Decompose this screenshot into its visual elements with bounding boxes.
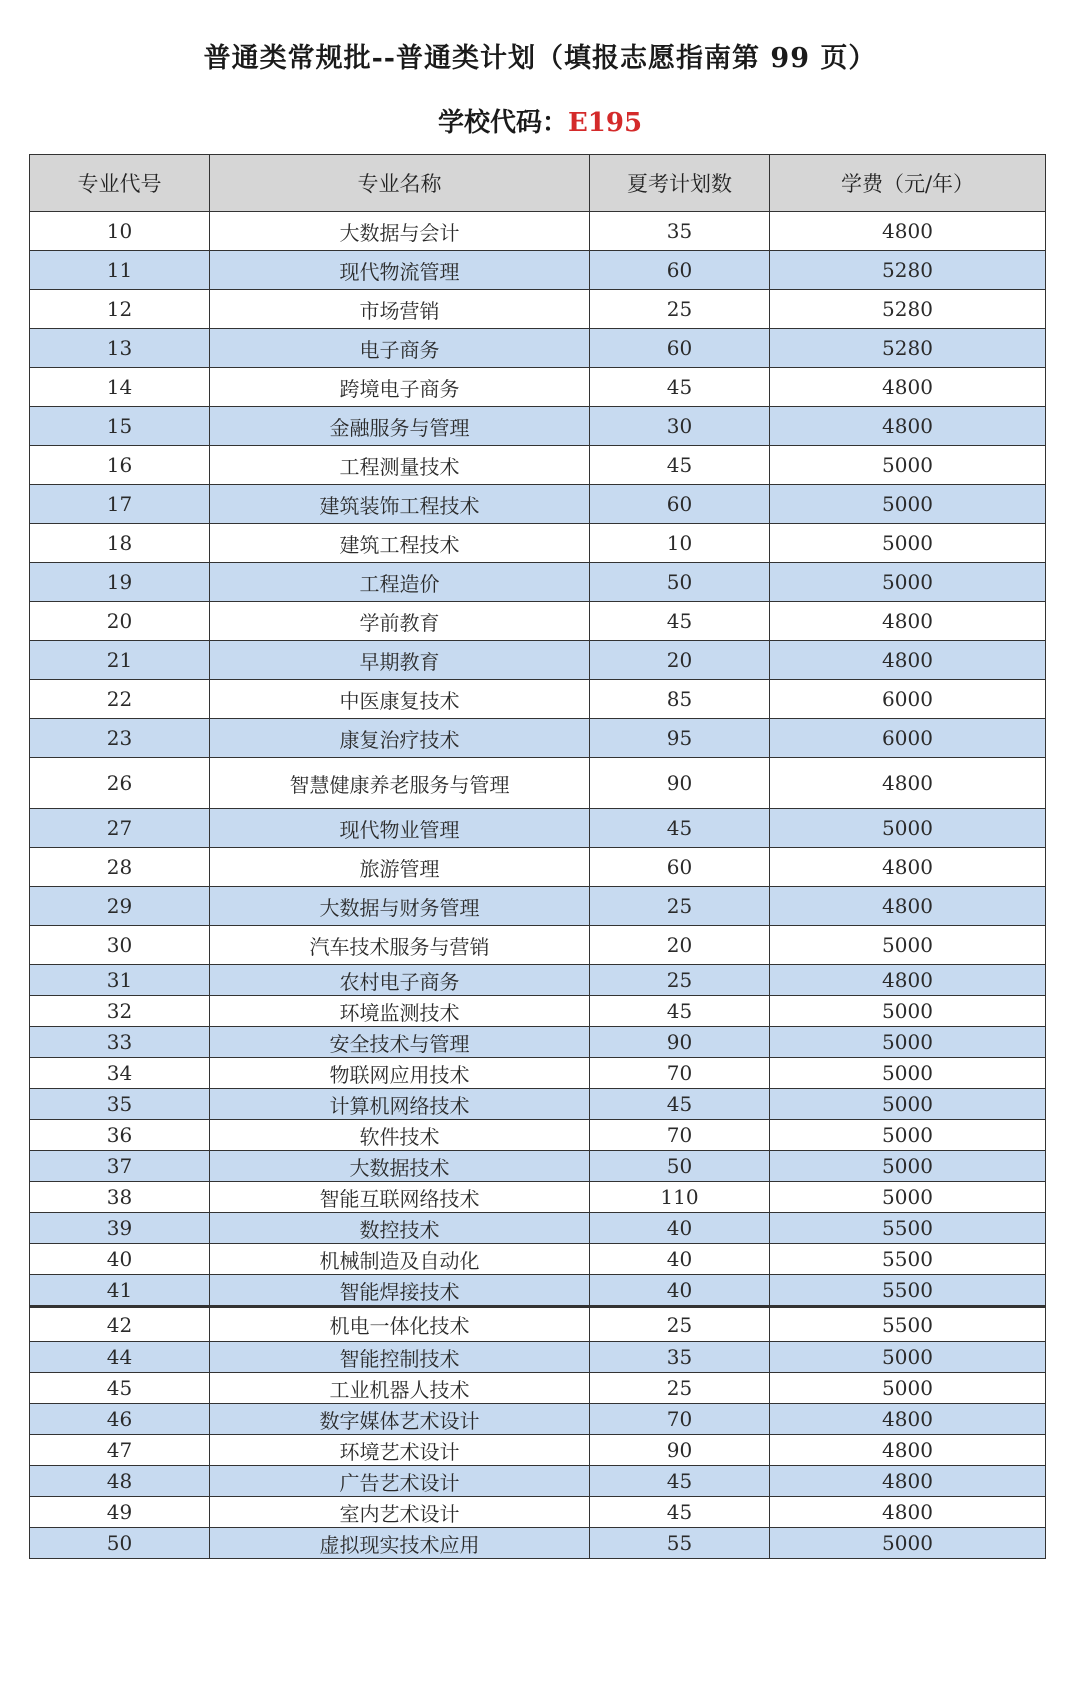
cell-tuition: 4800	[770, 1404, 1046, 1435]
cell-program-code: 10	[30, 212, 210, 251]
cell-tuition: 5500	[770, 1213, 1046, 1244]
cell-tuition: 6000	[770, 719, 1046, 758]
cell-tuition: 5000	[770, 1373, 1046, 1404]
cell-plan-count: 90	[590, 1435, 770, 1466]
cell-tuition: 5000	[770, 485, 1046, 524]
cell-program-code: 12	[30, 290, 210, 329]
cell-plan-count: 95	[590, 719, 770, 758]
cell-program-code: 29	[30, 887, 210, 926]
cell-program-code: 33	[30, 1027, 210, 1058]
school-code-label: 学校代码：	[437, 108, 568, 138]
cell-plan-count: 45	[590, 1089, 770, 1120]
cell-program-name: 汽车技术服务与营销	[210, 926, 590, 965]
cell-tuition: 4800	[770, 1435, 1046, 1466]
cell-program-code: 34	[30, 1058, 210, 1089]
cell-tuition: 4800	[770, 602, 1046, 641]
header-program-code: 专业代号	[30, 155, 210, 212]
cell-program-code: 15	[30, 407, 210, 446]
header-tuition: 学费（元/年）	[770, 155, 1046, 212]
table-row	[30, 1435, 1046, 1466]
cell-plan-count: 45	[590, 996, 770, 1027]
table-row	[30, 485, 1046, 524]
cell-plan-count: 35	[590, 212, 770, 251]
cell-tuition: 4800	[770, 887, 1046, 926]
cell-tuition: 5280	[770, 290, 1046, 329]
table-row	[30, 1027, 1046, 1058]
cell-program-code: 46	[30, 1404, 210, 1435]
cell-tuition: 4800	[770, 407, 1046, 446]
cell-plan-count: 40	[590, 1275, 770, 1307]
cell-program-code: 41	[30, 1275, 210, 1307]
cell-program-name: 康复治疗技术	[210, 719, 590, 758]
cell-program-name: 计算机网络技术	[210, 1089, 590, 1120]
table-body	[30, 212, 1046, 1559]
cell-plan-count: 55	[590, 1528, 770, 1559]
cell-tuition: 5000	[770, 524, 1046, 563]
table-row	[30, 602, 1046, 641]
cell-program-code: 45	[30, 1373, 210, 1404]
cell-plan-count: 45	[590, 1497, 770, 1528]
cell-tuition: 5500	[770, 1275, 1046, 1307]
table-row	[30, 1151, 1046, 1182]
cell-program-code: 42	[30, 1307, 210, 1342]
cell-program-code: 14	[30, 368, 210, 407]
table-row	[30, 1275, 1046, 1307]
table-row	[30, 1182, 1046, 1213]
table-row	[30, 758, 1046, 809]
cell-tuition: 5280	[770, 251, 1046, 290]
cell-program-name: 数字媒体艺术设计	[210, 1404, 590, 1435]
cell-plan-count: 45	[590, 368, 770, 407]
cell-plan-count: 70	[590, 1404, 770, 1435]
cell-program-code: 18	[30, 524, 210, 563]
table-row	[30, 563, 1046, 602]
cell-program-name: 环境艺术设计	[210, 1435, 590, 1466]
cell-program-name: 早期教育	[210, 641, 590, 680]
cell-plan-count: 40	[590, 1244, 770, 1275]
cell-program-name: 机械制造及自动化	[210, 1244, 590, 1275]
cell-program-code: 27	[30, 809, 210, 848]
cell-program-code: 26	[30, 758, 210, 809]
cell-program-code: 19	[30, 563, 210, 602]
table-row	[30, 1089, 1046, 1120]
cell-program-name: 虚拟现实技术应用	[210, 1528, 590, 1559]
cell-plan-count: 45	[590, 809, 770, 848]
table-row	[30, 1497, 1046, 1528]
cell-program-name: 大数据与会计	[210, 212, 590, 251]
cell-plan-count: 110	[590, 1182, 770, 1213]
cell-program-code: 47	[30, 1435, 210, 1466]
cell-program-code: 21	[30, 641, 210, 680]
cell-program-name: 智能互联网络技术	[210, 1182, 590, 1213]
cell-tuition: 5500	[770, 1307, 1046, 1342]
program-plan-table	[29, 154, 1046, 1559]
cell-program-name: 现代物业管理	[210, 809, 590, 848]
cell-program-name: 软件技术	[210, 1120, 590, 1151]
cell-program-name: 工业机器人技术	[210, 1373, 590, 1404]
cell-plan-count: 10	[590, 524, 770, 563]
cell-program-name: 安全技术与管理	[210, 1027, 590, 1058]
cell-program-code: 35	[30, 1089, 210, 1120]
cell-tuition: 4800	[770, 965, 1046, 996]
cell-program-name: 智能控制技术	[210, 1342, 590, 1373]
cell-tuition: 5000	[770, 1058, 1046, 1089]
cell-program-code: 37	[30, 1151, 210, 1182]
cell-program-code: 31	[30, 965, 210, 996]
cell-plan-count: 90	[590, 1027, 770, 1058]
cell-program-code: 17	[30, 485, 210, 524]
table-row	[30, 251, 1046, 290]
cell-program-code: 20	[30, 602, 210, 641]
cell-plan-count: 30	[590, 407, 770, 446]
table-row	[30, 290, 1046, 329]
cell-program-name: 数控技术	[210, 1213, 590, 1244]
cell-tuition: 5000	[770, 996, 1046, 1027]
cell-tuition: 6000	[770, 680, 1046, 719]
cell-plan-count: 25	[590, 1307, 770, 1342]
cell-program-name: 学前教育	[210, 602, 590, 641]
cell-tuition: 5500	[770, 1244, 1046, 1275]
cell-tuition: 5000	[770, 1089, 1046, 1120]
table-row	[30, 996, 1046, 1027]
page-title: 普通类常规批--普通类计划（填报志愿指南第 99 页）	[203, 43, 877, 74]
cell-program-code: 13	[30, 329, 210, 368]
cell-program-code: 38	[30, 1182, 210, 1213]
cell-tuition: 5000	[770, 563, 1046, 602]
table-row	[30, 1244, 1046, 1275]
cell-program-name: 智慧健康养老服务与管理	[210, 758, 590, 809]
cell-tuition: 4800	[770, 1497, 1046, 1528]
cell-plan-count: 25	[590, 1373, 770, 1404]
cell-plan-count: 25	[590, 887, 770, 926]
cell-plan-count: 40	[590, 1213, 770, 1244]
table-row	[30, 1528, 1046, 1559]
cell-program-code: 30	[30, 926, 210, 965]
cell-plan-count: 45	[590, 602, 770, 641]
cell-program-code: 23	[30, 719, 210, 758]
school-code-value: E195	[567, 108, 643, 138]
cell-program-name: 现代物流管理	[210, 251, 590, 290]
cell-program-name: 广告艺术设计	[210, 1466, 590, 1497]
table-row	[30, 368, 1046, 407]
cell-program-code: 22	[30, 680, 210, 719]
table-row	[30, 965, 1046, 996]
cell-program-code: 16	[30, 446, 210, 485]
header-plan-count: 夏考计划数	[590, 155, 770, 212]
cell-tuition: 4800	[770, 368, 1046, 407]
cell-program-name: 中医康复技术	[210, 680, 590, 719]
cell-plan-count: 85	[590, 680, 770, 719]
table-row	[30, 446, 1046, 485]
cell-tuition: 4800	[770, 758, 1046, 809]
cell-program-code: 48	[30, 1466, 210, 1497]
cell-plan-count: 70	[590, 1058, 770, 1089]
cell-program-name: 室内艺术设计	[210, 1497, 590, 1528]
cell-program-code: 11	[30, 251, 210, 290]
cell-plan-count: 50	[590, 1151, 770, 1182]
cell-tuition: 5280	[770, 329, 1046, 368]
table-row	[30, 1404, 1046, 1435]
cell-tuition: 5000	[770, 446, 1046, 485]
cell-tuition: 4800	[770, 641, 1046, 680]
cell-tuition: 5000	[770, 1120, 1046, 1151]
table-row	[30, 848, 1046, 887]
cell-program-name: 金融服务与管理	[210, 407, 590, 446]
cell-plan-count: 90	[590, 758, 770, 809]
cell-tuition: 4800	[770, 1466, 1046, 1497]
table-row	[30, 524, 1046, 563]
cell-program-code: 36	[30, 1120, 210, 1151]
cell-plan-count: 20	[590, 926, 770, 965]
cell-tuition: 5000	[770, 1027, 1046, 1058]
table-row	[30, 1373, 1046, 1404]
table-row	[30, 407, 1046, 446]
cell-program-name: 智能焊接技术	[210, 1275, 590, 1307]
table-row	[30, 329, 1046, 368]
cell-program-name: 物联网应用技术	[210, 1058, 590, 1089]
table-row	[30, 1213, 1046, 1244]
cell-program-name: 环境监测技术	[210, 996, 590, 1027]
cell-plan-count: 25	[590, 290, 770, 329]
cell-program-name: 建筑工程技术	[210, 524, 590, 563]
cell-plan-count: 70	[590, 1120, 770, 1151]
table-row	[30, 1342, 1046, 1373]
cell-plan-count: 25	[590, 965, 770, 996]
table-row	[30, 1058, 1046, 1089]
cell-plan-count: 60	[590, 485, 770, 524]
cell-program-name: 跨境电子商务	[210, 368, 590, 407]
table-row	[30, 926, 1046, 965]
cell-program-code: 32	[30, 996, 210, 1027]
cell-plan-count: 35	[590, 1342, 770, 1373]
school-code	[0, 102, 1080, 139]
cell-program-name: 大数据与财务管理	[210, 887, 590, 926]
cell-program-name: 市场营销	[210, 290, 590, 329]
cell-tuition: 5000	[770, 926, 1046, 965]
cell-plan-count: 60	[590, 329, 770, 368]
table-row	[30, 680, 1046, 719]
cell-program-code: 40	[30, 1244, 210, 1275]
cell-program-name: 机电一体化技术	[210, 1307, 590, 1342]
table-row	[30, 719, 1046, 758]
cell-plan-count: 60	[590, 848, 770, 887]
cell-plan-count: 60	[590, 251, 770, 290]
cell-tuition: 5000	[770, 1528, 1046, 1559]
cell-program-name: 工程测量技术	[210, 446, 590, 485]
cell-tuition: 5000	[770, 1151, 1046, 1182]
table-row	[30, 641, 1046, 680]
cell-program-name: 电子商务	[210, 329, 590, 368]
table-row	[30, 212, 1046, 251]
cell-program-name: 旅游管理	[210, 848, 590, 887]
table-header-row	[30, 155, 1046, 212]
cell-program-code: 50	[30, 1528, 210, 1559]
cell-plan-count: 45	[590, 1466, 770, 1497]
cell-program-code: 44	[30, 1342, 210, 1373]
cell-tuition: 5000	[770, 1342, 1046, 1373]
cell-program-name: 大数据技术	[210, 1151, 590, 1182]
table-row	[30, 809, 1046, 848]
cell-plan-count: 50	[590, 563, 770, 602]
cell-program-name: 农村电子商务	[210, 965, 590, 996]
cell-program-code: 28	[30, 848, 210, 887]
cell-tuition: 4800	[770, 848, 1046, 887]
cell-program-code: 39	[30, 1213, 210, 1244]
cell-tuition: 4800	[770, 212, 1046, 251]
cell-program-name: 建筑装饰工程技术	[210, 485, 590, 524]
table-row	[30, 887, 1046, 926]
table-row	[30, 1120, 1046, 1151]
cell-program-code: 49	[30, 1497, 210, 1528]
cell-tuition: 5000	[770, 1182, 1046, 1213]
table-row	[30, 1466, 1046, 1497]
cell-program-name: 工程造价	[210, 563, 590, 602]
table-row	[30, 1307, 1046, 1342]
cell-tuition: 5000	[770, 809, 1046, 848]
cell-plan-count: 20	[590, 641, 770, 680]
header-program-name: 专业名称	[210, 155, 590, 212]
cell-plan-count: 45	[590, 446, 770, 485]
